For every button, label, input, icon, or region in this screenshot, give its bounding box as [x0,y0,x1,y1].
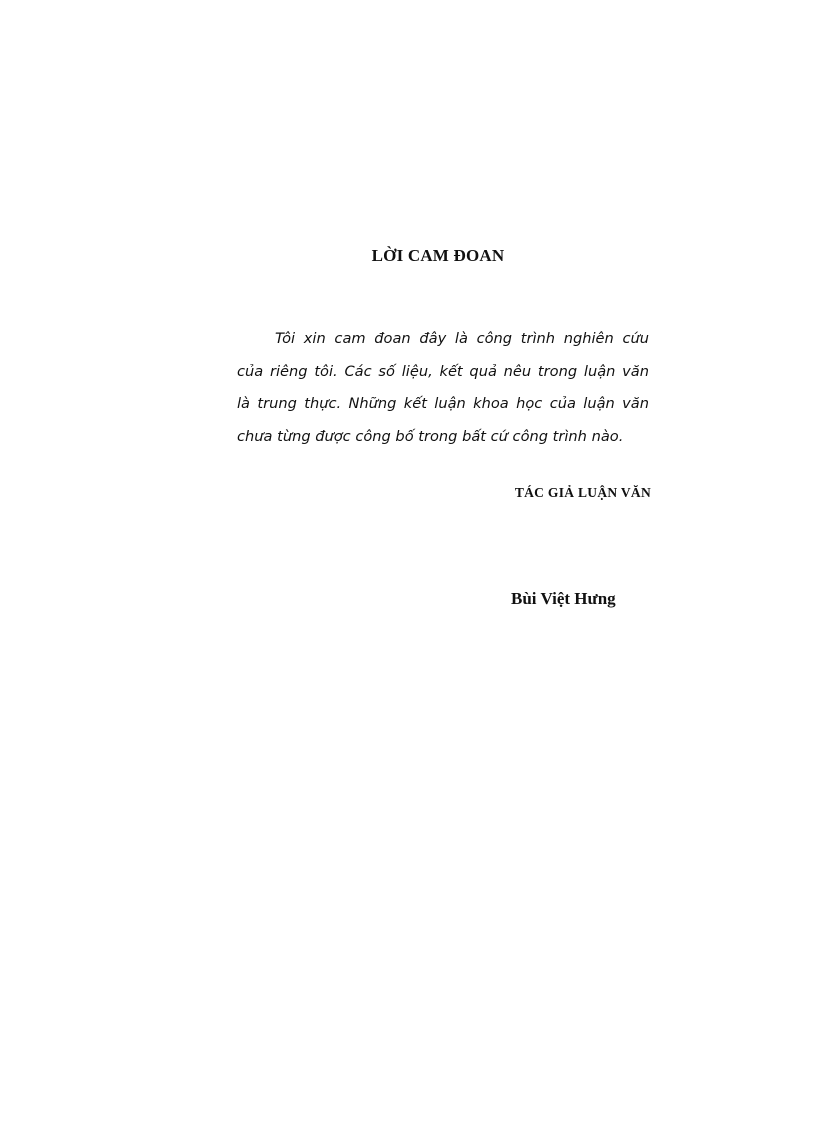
author-name: Bùi Việt Hưng [511,589,616,608]
statement-line: là trung thực. Những kết luận khoa học của luận văn [237,395,649,412]
statement-line: của riêng tôi. Các số liệu, kết quả nêu trong luận văn [237,362,649,380]
statement-paragraph [237,323,649,453]
page-title: LỜI CAM ĐOAN [371,246,505,265]
statement-line: Tôi xin cam đoan đây là công trình nghiên cứu [275,330,649,347]
author-label: TÁC GIẢ LUẬN VĂN [514,485,651,500]
statement-line: chưa từng được công bố trong bất cứ công trình nào. [237,427,624,445]
